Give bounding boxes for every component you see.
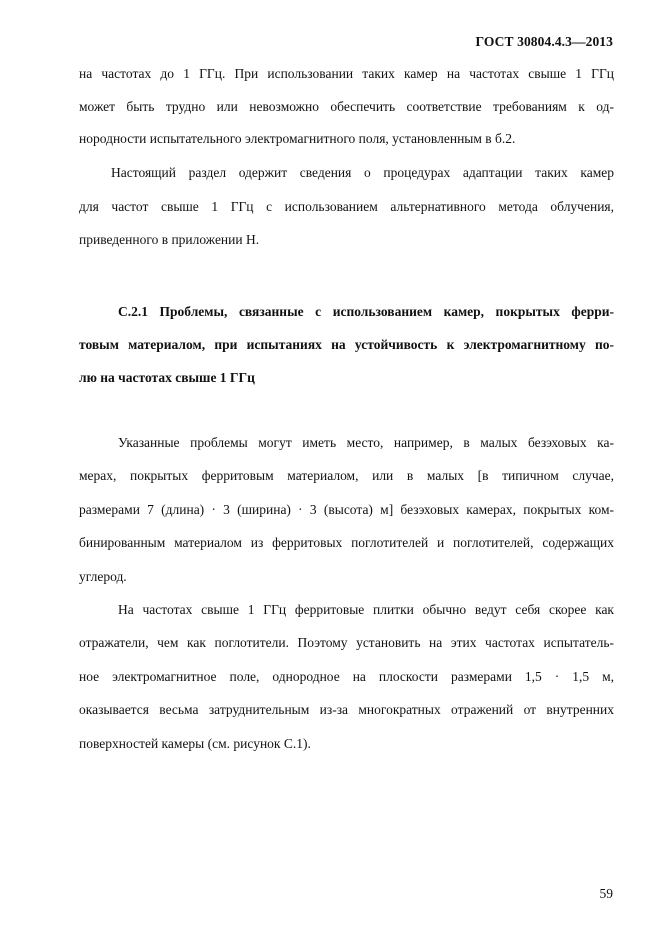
paragraph-line: оказывается весьма затруднительным из-за многократных отражений от внутренних: [79, 702, 614, 717]
paragraph-line: для частот свыше 1 ГГц с использованием альтернативного метода облучения,: [79, 199, 614, 214]
paragraph-line: мерах, покрытых ферритовым материалом, или в малых [в типичном случае,: [79, 468, 614, 483]
paragraph-line: Указанные проблемы могут иметь место, например, в малых безэховых ка-: [118, 435, 614, 450]
page-number: 59: [599, 886, 613, 901]
paragraph-line: бинированным материалом из ферритовых поглотителей и поглотителей, содержащих: [79, 535, 614, 550]
document-header-standard-code: ГОСТ 30804.4.3—2013: [475, 34, 613, 49]
paragraph-line: поверхностей камеры (см. рисунок С.1).: [79, 736, 311, 751]
paragraph-line: Настоящий раздел одержит сведения о процедурах адаптации таких камер: [111, 165, 614, 180]
paragraph-line: приведенного в приложении Н.: [79, 232, 260, 247]
paragraph-line: ное электромагнитное поле, однородное на плоскости размерами 1,5 · 1,5 м,: [79, 669, 614, 684]
paragraph-line: углерод.: [79, 569, 127, 584]
section-heading-line: лю на частотах свыше 1 ГГц: [79, 370, 255, 385]
section-heading-line: товым материалом, при испытаниях на устойчивость к электромагнитному по-: [79, 337, 614, 352]
paragraph-line: может быть трудно или невозможно обеспечить соответствие требованиям к од-: [79, 99, 614, 114]
paragraph-line: отражатели, чем как поглотители. Поэтому установить на этих частотах испытатель-: [79, 635, 614, 650]
paragraph-line: на частотах до 1 ГГц. При использовании таких камер на частотах свыше 1 ГГц: [79, 66, 614, 81]
section-heading-line: С.2.1 Проблемы, связанные с использованием камер, покрытых ферри-: [118, 304, 614, 319]
paragraph-line: размерами 7 (длина) · 3 (ширина) · 3 (высота) м] безэховых камерах, покрытых ком-: [79, 502, 614, 517]
paragraph-line: На частотах свыше 1 ГГц ферритовые плитки обычно ведут себя скорее как: [118, 602, 614, 617]
paragraph-line: нородности испытательного электромагнитного поля, установленным в б.2.: [79, 131, 516, 146]
